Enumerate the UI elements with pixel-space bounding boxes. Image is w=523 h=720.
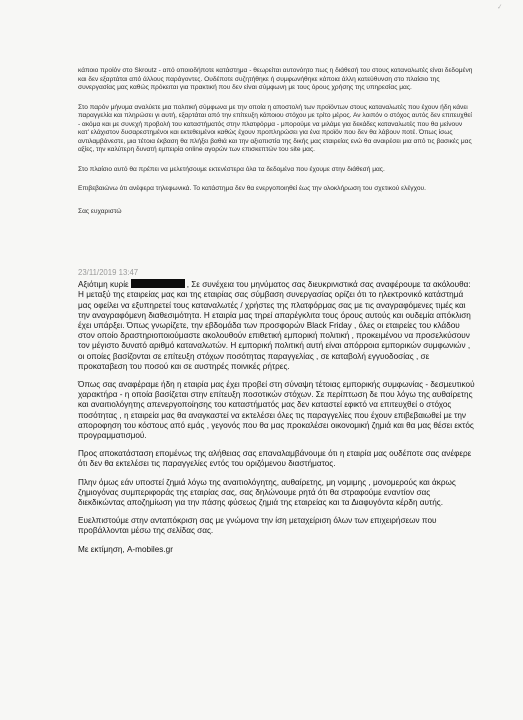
reply-message bbox=[78, 268, 478, 563]
reply-paragraph-3: Προς αποκατάσταση επομένως της αλήθειας σας επαναλαμβάνουμε ότι η εταιρία μας ουδέποτε σας ανέφερε ότι δεν θα εκτελέσει τις παραγγελίες εντός του οριζόμενου διαστήματος. bbox=[78, 449, 472, 469]
reply-paragraph-4: Πλην όμως εάν υποστεί ζημιά λόγω της αναιτιολόγητης, αυθαίρετης, μη νομιμης , μονομερούς και άκρως ζημιογόνας συμπεριφοράς της εταιρίας σας, σας δηλώνουμε ρητά ότι θα στραφούμε εναντίον σας διεκδικώντας αποζημίωση για την πάσης φύσεως ζημιά της εταιρείας και τα Διαφυγόντα κέρδη αυτής. bbox=[78, 477, 456, 508]
forwarded-paragraph-1: κάποιο προϊόν στο Skroutz - από οποιοδήποτε κατάστημα - θεωρείται αυτονόητο πως η διάθεσή του στους καταναλωτές είναι δεδομένη και δεν εξαρτάται από άλλους παράγοντες. Ουδέποτε συζητήθηκε ή συμφωνήθηκε κάποια άλλη κατεύθυνση στο πλαίσιο της συνεργασίας μας καθώς πρόκειται για πρακτική που δεν είναι σύμφωνη με τους όρους χρήσης της υπηρεσίας μας. bbox=[78, 67, 473, 91]
reply-paragraph-1 bbox=[78, 279, 478, 372]
forwarded-paragraph-2: Στο παρόν μήνυμα αναλύετε μια πολιτική σύμφωνα με την οποία η αποστολή των προϊόντων στους καταναλωτές που έχουν ήδη κάνει παραγγελία και πληρώσει γι αυτή, εξαρτάται από την επίτευξη κάποιου στόχου με τρίτο μέρος. Αν λοιπόν ο στόχος αυτός δεν επιτευχθεί - ακόμα και με συνεχή προβολή του καταστήματός στην πλατφόρμα - μπορούμε να μιλάμε για δεκάδες καταναλωτές που θα μείνουν κατ' ελάχιστον δυσαρεστημένοι και εκτεθειμένοι καθώς έχουν προπληρώσει για ένα προϊόν που δεν θα λάβουν ποτέ. Όπως ίσως αντιλαμβάνεστε, μια τέτοια έκβαση θα πλήξει βαθιά και την αξιοπιστία της δικής μας εταιρείας ενώ θα αναιρέσει μια από τις βασικές μας αξίες, την καλύτερη δυνατή εμπειρία online αγορών των επισκεπτών του site μας. bbox=[78, 103, 472, 153]
forwarded-message bbox=[78, 67, 473, 227]
reply-timestamp: 23/11/2019 13:47 bbox=[78, 268, 139, 277]
corner-check-mark: ✓ bbox=[496, 3, 504, 12]
forwarded-paragraph-3: Στο πλαίσιο αυτό θα πρέπει να μελετήσουμε εκτενέστερα όλα τα δεδομένα που έχουμε στην διάθεσή μας. bbox=[78, 165, 385, 173]
forwarded-paragraph-4: Επιβεβαιώνω ότι ανέφερα τηλεφωνικά. Το κατάστημα δεν θα ενεργοποιηθεί έως την ολοκλήρωση του σχετικού ελέγχου. bbox=[78, 185, 426, 192]
forwarded-thanks: Σας ευχαριστώ bbox=[78, 207, 122, 215]
reply-paragraph-2: Όπως σας αναφέραμε ήδη η εταιρία μας έχει προβεί στη σύναψη τέτοιας εμπορικής συμφωνίας - δεσμευτικού χαρακτήρα - η οποία βασίζεται στην επίτευξη ποσοτικών στόχων. Σε περίπτωση δε που λόγω της αυθαίρετης και αναιτιολόγητης απενεργοποίησης του καταστήματός μας δεν καταστεί εφικτό να επιτευχθεί ο στόχος ποσότητας , η εταιρεία μας θα αναγκαστεί να εκτελέσει όλες τις παραγγελίες που έχουν επιβεβαιωθεί με την αποροφηση του κόστους από εμάς , γεγονός που θα μας προκαλέσει οικονομική ζημιά και θα μας θέσει εκτός προγραμματισμού. bbox=[78, 380, 475, 441]
redaction-bar bbox=[131, 279, 185, 288]
reply-paragraph-1-text: , Σε συνέχεια του μηνύματος σας διευκρινιστικά σας αναφέρουμε τα ακόλουθα: Η μεταξύ της εταιρείας μας και της εταιρίας σας σύμβαση συνεργασίας ορίζει ότι το ηλεκτρονικό κατάστημά μας οφείλει να εξυπηρετεί τους καταναλωτές / χρήστες της πλατφόρμας σας με τις αναγραφόμενες τιμές και την αναγραφόμενη διαθεσιμότητα. Η εταιρία μας τηρεί απαρέγκλιτα τους όρους αυτούς και ουδεμία απόκλιση έχει υπάρξει. Όπως γνωρίζετε, την εβδομάδα των προσφορών Black Friday , όλες οι εταιρείες του κλάδου στον οποίο δραστηριοποιούμαστε ακολουθούν επιθετική εμπορική πολιτική , προκειμένου να προσελκύσουν τον μέγιστο δυνατό αριθμό καταναλωτών. Η εμπορική πολιτική αυτή είναι απόρροια εμπορικών συμφωνιών , οι οποίες βασίζονται σε επίτευξη στόχων ποσότητας παραγγελίας , σε καταβολή εγγυοδοσίας , σε προκαταβεση του ποσού και σε αυστηρές ποινικές ρήτρες. bbox=[78, 280, 471, 371]
reply-paragraph-5: Ευελπιστούμε στην ανταπόκριση σας με γνώμονα την ίση μεταχείριση όλων των επιχειρήσεων που προβάλλονται μέσω της σελίδας σας. bbox=[78, 516, 437, 536]
reply-signature: Με εκτίμηση, A-mobiles.gr bbox=[78, 544, 173, 554]
reply-greeting: Αξιότιμη κυρίε bbox=[78, 280, 129, 290]
